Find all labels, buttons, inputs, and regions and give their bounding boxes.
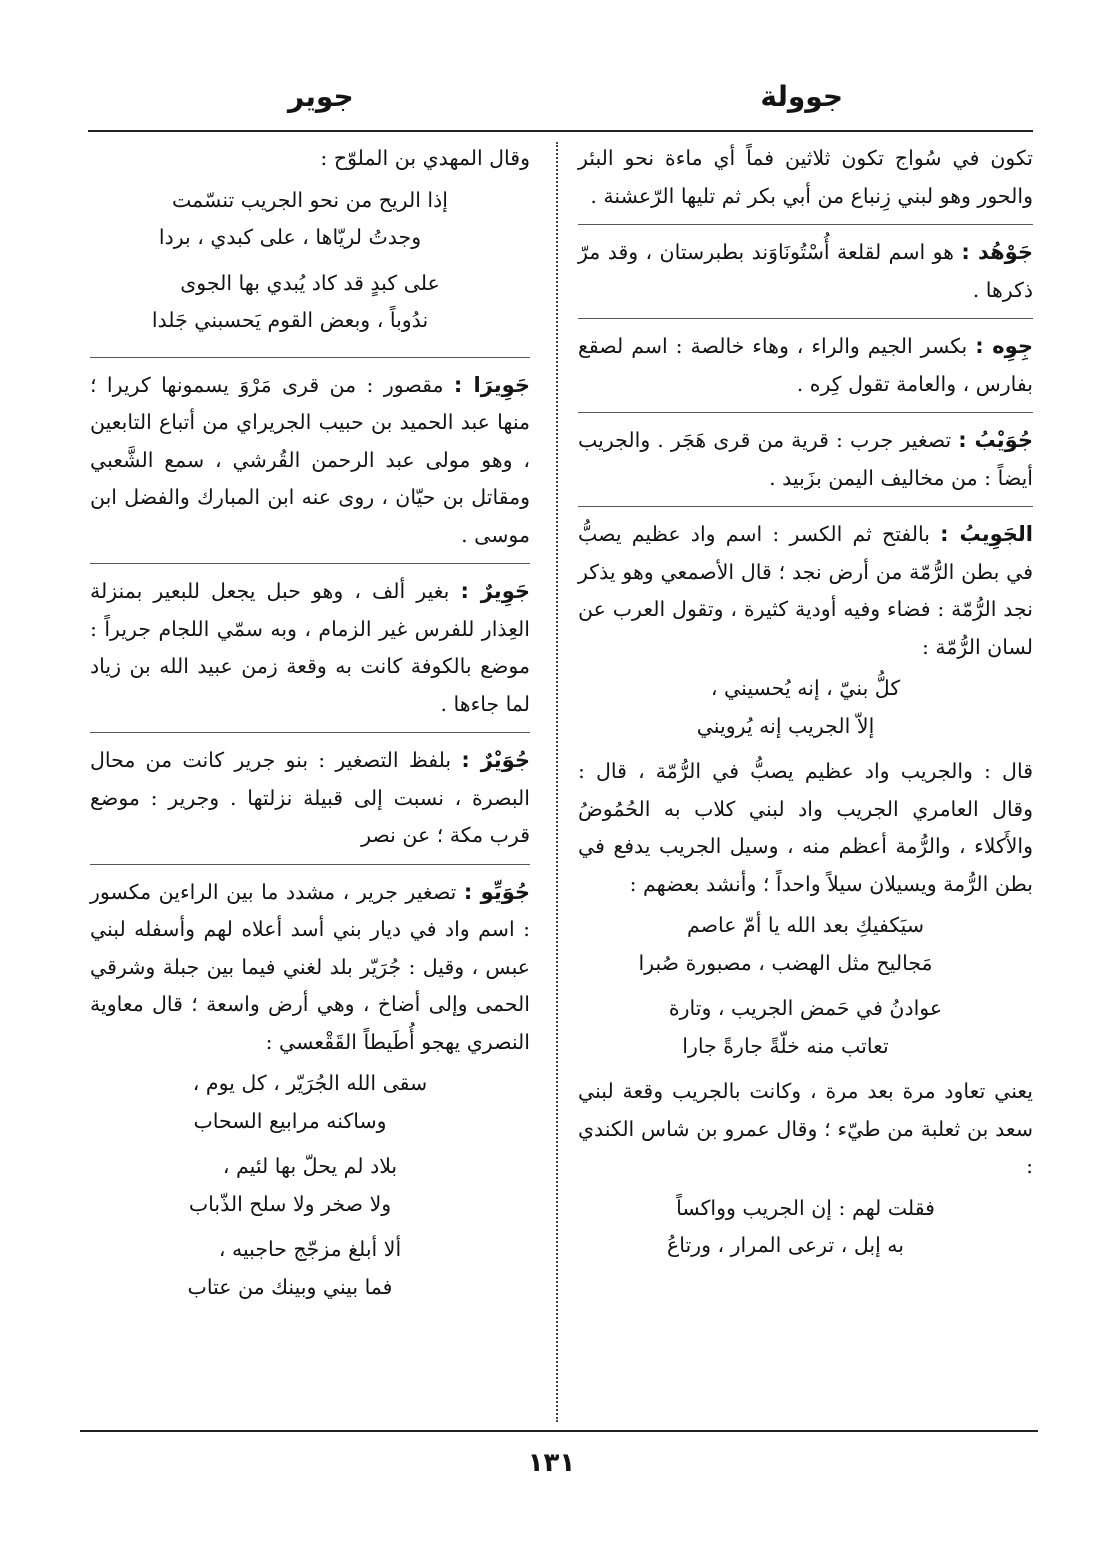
entry-text: تكون في سُواج تكون ثلاثين فماً أي ماءة نحو البئر والحور وهو لبني زِنباع من أبي بكر ثم تليها الرّعشنة . (578, 146, 1033, 208)
verse-line: ندُوباً ، وبعض القوم يَحسبني جَلدا (151, 308, 429, 332)
entry-text: تصغير جرير ، مشدد ما بين الراءين مكسور : اسم واد في ديار بني أسد أعلاه لهم وأسفله لبني عبس ، وقيل : جُرَيّر بلد لغني فيما بين جبلة وشرقي الحمى وإلى أضاخ ، وهي أرض واسعة ؛ قال معاوية النصري يهجو أُطَيطاً القَقْعسي : (90, 879, 530, 1054)
entry-text: تصغير جرب : قرية من قرى هَجَر . والجريب أيضاً : من مخاليف اليمن بزَبيد . (578, 428, 1033, 490)
entry-al-jarib (578, 516, 1033, 1282)
verse-line: تعاتب منه خلّةً جارةً جارا (682, 1033, 889, 1058)
verse (90, 182, 530, 257)
verse (578, 670, 1033, 745)
verse-line: إذا الريح من نحو الجريب تنسّمت (172, 187, 448, 212)
verse-line: بلاد لم يحلّ بها لئيم ، (222, 1154, 398, 1178)
running-head-right: جوولة (760, 80, 843, 113)
entry-headword: جُوَيْرٌ : (461, 748, 530, 772)
running-head-left: جوير (288, 80, 354, 113)
verse (90, 1231, 530, 1306)
entry-juwayb (578, 422, 1033, 507)
verse-line: وجدتُ لريّاها ، على كبدي ، بردا (158, 225, 422, 249)
entry-text: بكسر الجيم والراء ، وهاء خالصة : اسم لصقع بفارس ، والعامة تقول كِره . (578, 334, 1033, 396)
verse (90, 265, 530, 340)
footer-rule (80, 1430, 1038, 1432)
entry-headword: جَوِيرٌ : (460, 579, 530, 603)
verse-line: سيَكفيكِ بعد الله يا أمّ عاصم (686, 913, 925, 937)
verse-line: فما بيني وبينك من عتاب (187, 1274, 393, 1299)
entry-headword: الجَوِيبُ : (940, 522, 1033, 546)
entry-text: وقال المهدي بن الملوّح : (320, 146, 530, 170)
entry-text: قال : والجريب واد عظيم يصبُّ في الرُّمّة ، قال : وقال العامري الجريب واد لبني كلاب به الحُمُوضُ والأَكلاء ، والرُّمة أعظم منه ، وسيل الجريب يدفع في بطن الرُّمة ويسيلان سيلاً واحداً ؛ وأنشد بعضهم : (578, 759, 1033, 896)
entry-jarira (90, 367, 530, 565)
verse (578, 907, 1033, 982)
verse (578, 1190, 1033, 1265)
entry-headword: جُوَيِّو : (463, 879, 531, 904)
verse-line: ولا صخر ولا سلح الذّباب (188, 1191, 392, 1216)
verse-line: إلاّ الجريب إنه يُرويني (696, 713, 875, 738)
page-header (88, 80, 1033, 128)
entry-text: مقصور : من قرى مَرْوَ يسمونها كريرا ؛ منها عبد الحميد بن حبيب الجريراي من أتباع التابعين ، وهو مولى عبد الرحمن القُرشي ، سمع الشَّعبي ومقاتل بن حيّان ، روى عنه ابن المبارك والفضل ابن موسى . (90, 372, 530, 547)
verse (578, 990, 1033, 1065)
entry-headword: جَوْهُد : (961, 240, 1033, 264)
verse-line: به إبل ، ترعى المرار ، ورتاعُ (667, 1233, 904, 1257)
left-column (90, 140, 530, 1332)
verse-line: مَجاليح مثل الهضب ، مصبورة صُبرا (638, 950, 933, 975)
entry-text: بلفظ التصغير : بنو جرير كانت من محال البصرة ، نسبت إلى قبيلة نزلتها . وجرير : موضع قرب مكة ؛ عن نصر (90, 748, 530, 847)
header-rule (88, 130, 1033, 132)
verse-line: سقى الله الجُرَيّر ، كل يوم ، (192, 1071, 428, 1095)
entry-juray (90, 742, 530, 865)
entry-text: هو اسم لقلعة أُسْتُونَاوَند بطبرستان ، وقد مرّ ذكرها . (578, 240, 1033, 302)
entry-text: بغير ألف ، وهو حبل يجعل للبعير بمنزلة العِذار للفرس غير الزمام ، وبه سمّي اللجام جريراً : موضع بالكوفة كانت به وقعة زمن عبيد الله بن زياد لما جاءها . (90, 579, 530, 716)
verse-line: على كبدٍ قد كاد يُبدي بها الجوى (180, 270, 440, 295)
verse-line: عوادنُ في حَمض الجريب ، وتارة (668, 996, 943, 1020)
column-divider (556, 142, 558, 1422)
verse-line: فقلت لهم : إن الجريب وواكساً (676, 1195, 935, 1220)
entry-jiwih (578, 328, 1033, 413)
entry-headword: جَوِيرَا : (453, 372, 530, 397)
verse-line: وساكنه مرابيع السحاب (193, 1108, 387, 1133)
entry-jawhud (578, 234, 1033, 319)
verse-line: كلُّ بنيّ ، إنه يُحسيني ، (710, 676, 901, 700)
page-number: ١٣١ (527, 1448, 576, 1478)
entry-jarir (90, 573, 530, 733)
verse (90, 1065, 530, 1140)
entry-text: بالفتح ثم الكسر : اسم واد عظيم يصبُّ في بطن الرُّمّة من أرض نجد ؛ قال الأصمعي وهو يذكر نجد الرُّمّة : فضاء وفيه أودية كثيرة ، وتقول العرب عن لسان الرُّمّة : (578, 522, 1033, 659)
entry-headword: جُوَيْبُ : (958, 428, 1033, 452)
entry-text: يعني تعاود مرة بعد مرة ، وكانت بالجريب وقعة لبني سعد بن ثعلبة من طيّء ؛ وقال عمرو بن شاس الكندي : (578, 1079, 1033, 1178)
entry-jurayyir (90, 874, 530, 1324)
entry-continuation (578, 140, 1033, 225)
entry-headword: جِوِه : (975, 334, 1033, 358)
verse-line: ألا أبلغ مزجّج حاجبيه ، (218, 1237, 402, 1261)
verse (90, 1148, 530, 1223)
right-column (578, 140, 1033, 1291)
entry-continuation (90, 140, 530, 358)
